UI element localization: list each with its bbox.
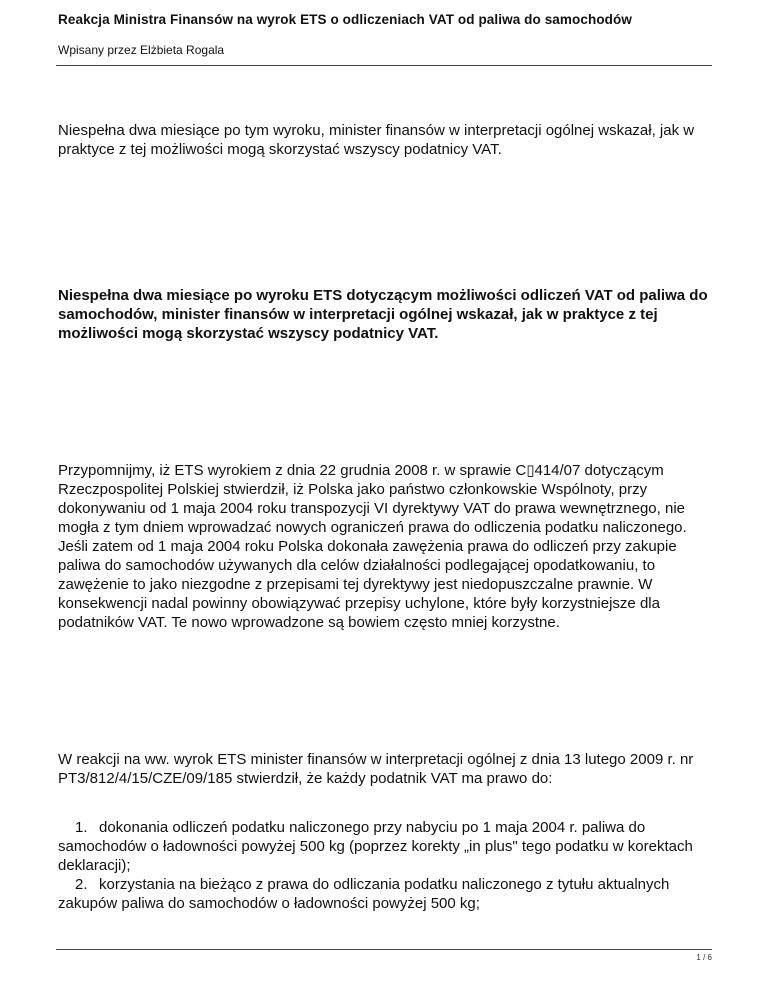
list-item-text: korzystania na bieżąco z prawa do odliczania podatku naliczonego z tytułu aktualnych zakupów paliwa do samochodów o ładowności powyżej 500 kg; (58, 876, 670, 912)
author-line: Wpisany przez Elżbieta Rogala (58, 43, 225, 57)
recall-paragraph: Przypomnijmy, iż ETS wyrokiem z dnia 22 grudnia 2008 r. w sprawie C▯414/07 dotyczącym Rzeczpospolitej Polskiej stwierdził, iż Polska jako państwo członkowskie Wspólnoty, przy dokonywaniu od 1 maja 2004 roku transpozycji VI dyrektywy VAT do prawa wewnętrznego, nie mogła z tym dniem wprowadzać nowych ograniczeń prawa do odliczenia podatku naliczonego. Jeśli zatem od 1 maja 2004 roku Polska dokonała zawężenia prawa do odliczeń przy zakupie paliwa do samochodów używanych dla celów działalności podlegającej opodatkowaniu, to zawężenie to jako niezgodne z przepisami tej dyrektywy jest niedopuszczalne prawnie. W konsekwencji nadal powinny obowiązywać przepisy uchylone, które były korzystniejsze dla podatników VAT. Te nowo wprowadzone są bowiem często mniej korzystne. (58, 462, 687, 631)
footer-divider (56, 949, 712, 950)
rights-list (58, 818, 728, 913)
page-number: 1 / 6 (696, 953, 712, 962)
intro-paragraph: Niespełna dwa miesiące po tym wyroku, minister finansów w interpretacji ogólnej wskazał, jak w praktyce z tej możliwości mogą skorzystać wszyscy podatnicy VAT. (58, 122, 695, 158)
list-item-number: 1. (75, 819, 88, 836)
lead-paragraph: Niespełna dwa miesiące po wyroku ETS dotyczącym możliwości odliczeń VAT od paliwa do samochodów, minister finansów w interpretacji ogólnej wskazał, jak w praktyce z tej możliwości mogą skorzystać wszyscy podatnicy VAT. (58, 287, 708, 342)
list-item-text: dokonania odliczeń podatku naliczonego przy nabyciu po 1 maja 2004 r. paliwa do samochodów o ładowności powyżej 500 kg (poprzez korekty „in plus" tego podatku w korektach deklaracji); (58, 819, 693, 874)
header-divider (56, 65, 712, 66)
reaction-paragraph: W reakcji na ww. wyrok ETS minister finansów w interpretacji ogólnej z dnia 13 lutego 2009 r. nr PT3/812/4/15/CZE/09/185 stwierdził, że każdy podatnik VAT ma prawo do: (58, 751, 694, 787)
list-item-number: 2. (75, 876, 88, 893)
list-item (58, 818, 728, 875)
document-title: Reakcja Ministra Finansów na wyrok ETS o odliczeniach VAT od paliwa do samochodów (58, 12, 632, 27)
list-item (58, 875, 728, 913)
